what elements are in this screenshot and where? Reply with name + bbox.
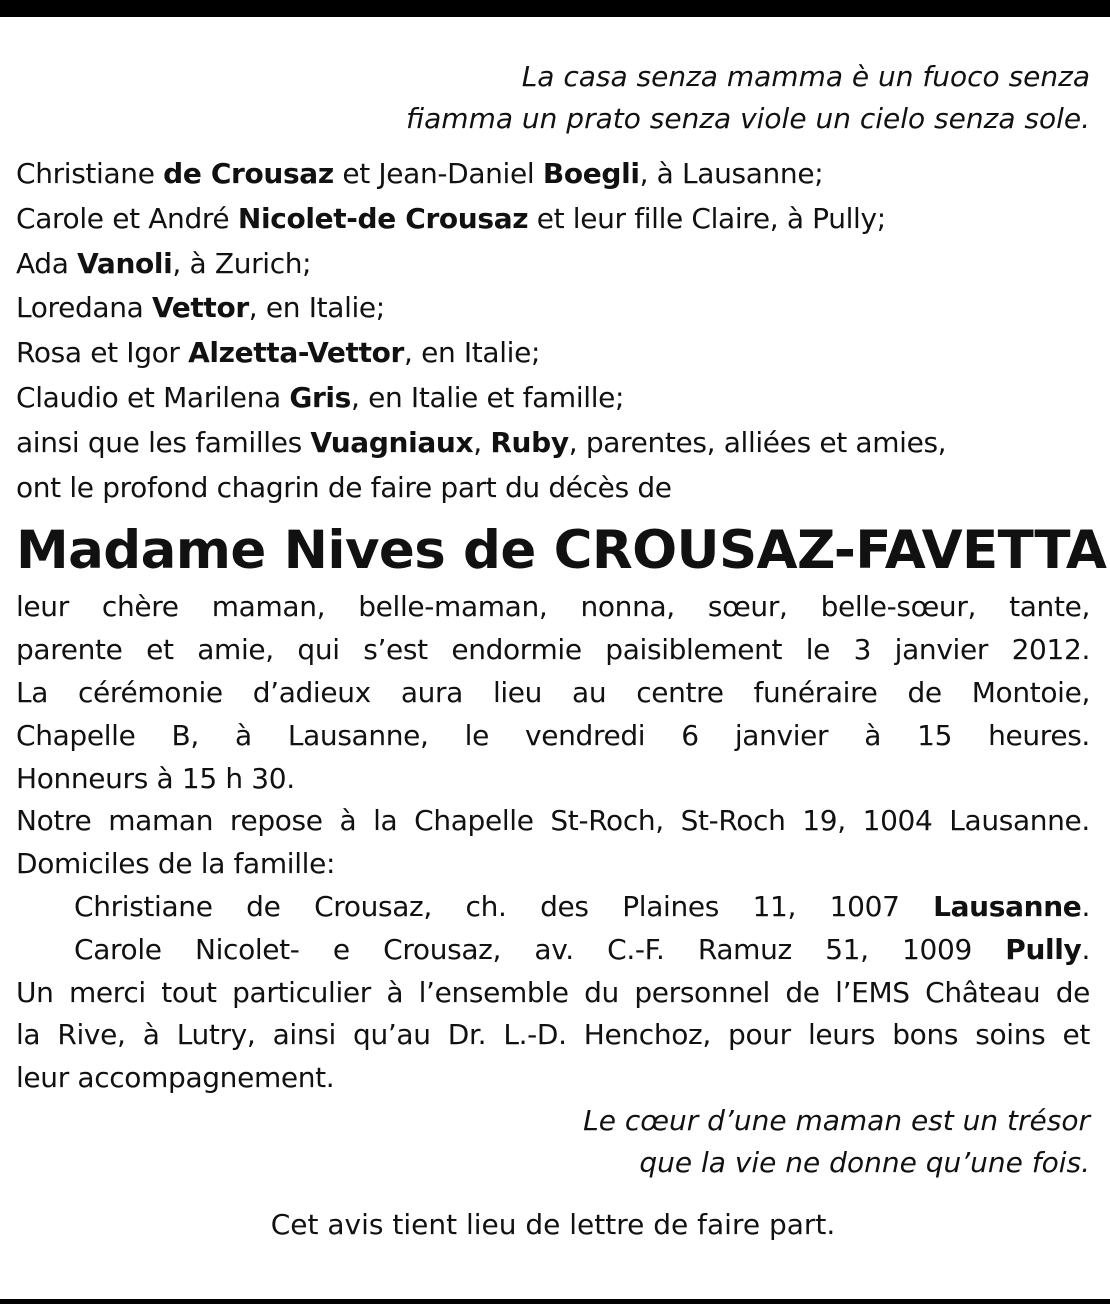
body-line: leur chère maman, belle-maman, nonna, sœur, belle-sœur, tante, — [16, 590, 1090, 624]
obituary-notice — [16, 56, 1107, 1246]
family-line: Loredana Vettor, en Italie; — [16, 291, 385, 325]
body-line: Domiciles de la famille: — [16, 847, 336, 881]
family-surname: de Crousaz — [163, 157, 334, 190]
thanks-line: la Rive, à Lutry, ainsi qu’au Dr. L.-D. Henchoz, pour leurs bons soins et — [16, 1018, 1090, 1052]
address-city: Lausanne — [933, 889, 1082, 923]
deceased-name: Madame Nives de CROUSAZ-FAVETTA — [16, 520, 1107, 582]
address-line: Christiane de Crousaz, ch. des Plaines 11, 1007 Lausanne. — [74, 889, 1090, 923]
family-line: Ada Vanoli, à Zurich; — [16, 246, 312, 280]
family-surname: Alzetta-Vettor — [188, 336, 404, 370]
body-line: Chapelle B, à Lausanne, le vendredi 6 janvier à 15 heures. — [16, 718, 1090, 752]
family-surname: Gris — [289, 380, 351, 414]
quote-line: que la vie ne donne qu’une fois. — [639, 1145, 1090, 1179]
family-surname: Boegli — [542, 157, 640, 190]
family-surname: Vuagniaux — [310, 425, 474, 459]
quote-line: La casa senza mamma è un fuoco senza — [521, 60, 1090, 93]
family-line: Carole et André Nicolet-de Crousaz et leur fille Claire, à Pully; — [16, 201, 886, 235]
body-line: Honneurs à 15 h 30. — [16, 761, 295, 795]
family-surname: Vanoli — [77, 246, 173, 280]
notice-body — [16, 586, 1090, 1100]
address-city: Pully — [1005, 932, 1082, 966]
closing-note: Cet avis tient lieu de lettre de faire part. — [270, 1207, 836, 1241]
opening-quote — [16, 56, 1090, 140]
address-line: Carole Nicolet- e Crousaz, av. C.-F. Ramuz 51, 1009 Pully. — [74, 932, 1090, 966]
family-surname: Ruby — [490, 425, 569, 459]
family-surname: Vettor — [151, 291, 249, 325]
family-line: Claudio et Marilena Gris, en Italie et famille; — [16, 380, 625, 414]
thanks-line: Un merci tout particulier à l’ensemble du personnel de l’EMS Château de — [16, 975, 1090, 1009]
body-line: Notre maman repose à la Chapelle St-Roch, St-Roch 19, 1004 Lausanne. — [16, 804, 1090, 838]
body-line: La cérémonie d’adieux aura lieu au centre funéraire de Montoie, — [16, 675, 1090, 709]
closing-quote — [16, 1100, 1090, 1184]
thanks-line: leur accompagnement. — [16, 1061, 335, 1095]
family-surname: Nicolet-de Crousaz — [237, 201, 529, 235]
family-line: Rosa et Igor Alzetta-Vettor, en Italie; — [16, 336, 541, 370]
family-line: ont le profond chagrin de faire part du décès de — [16, 470, 672, 504]
top-rule — [0, 0, 1110, 17]
bottom-rule — [0, 1299, 1110, 1304]
quote-line: fiamma un prato senza viole un cielo senza sole. — [406, 102, 1090, 135]
family-line: ainsi que les familles Vuagniaux, Ruby, parentes, alliées et amies, — [16, 425, 947, 459]
family-line: Christiane de Crousaz et Jean-Daniel Boegli, à Lausanne; — [16, 157, 824, 190]
family-list — [16, 152, 1090, 510]
body-line: parente et amie, qui s’est endormie paisiblement le 3 janvier 2012. — [16, 633, 1090, 667]
quote-line: Le cœur d’une maman est un trésor — [583, 1103, 1090, 1137]
